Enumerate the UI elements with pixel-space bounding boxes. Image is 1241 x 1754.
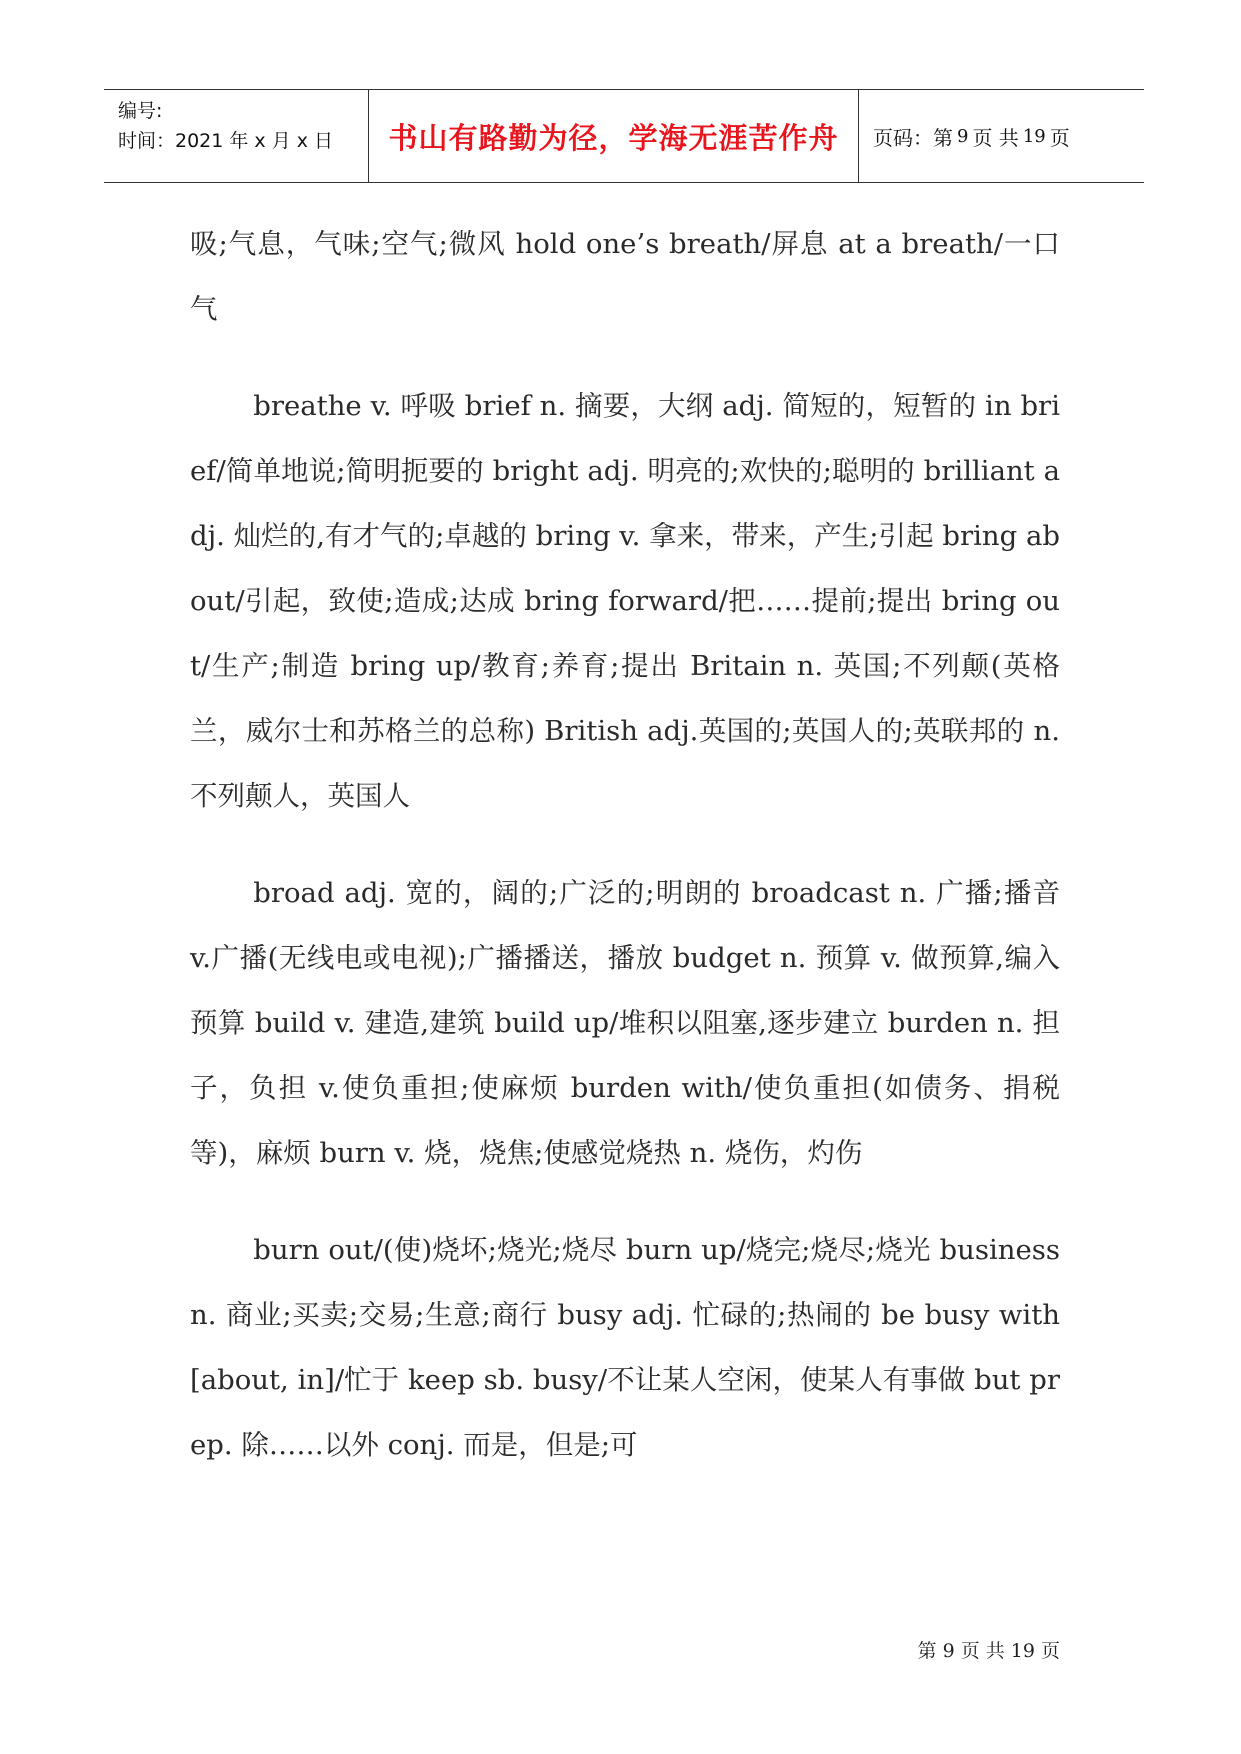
date-label: 时间：2021 年 x 月 x 日 [118,130,334,152]
page-prefix: 页码：第 [873,125,953,150]
header-meta-cell [104,90,369,182]
paragraph: 吸;气息，气味;空气;微风 hold one’s breath/屏息 at a breath/一口气 [190,228,1060,325]
page-current: 9 [957,125,969,147]
paragraph: burn out/(使)烧坏;烧光;烧尽 burn up/烧完;烧尽;烧光 business n. 商业;买卖;交易;生意;商行 busy adj. 忙碌的;热闹的 be busy with [about, in]/忙于 keep sb. busy/不让某人空闲，使某人有事做 but prep. 除……以外 conj. 而是，但是;可 [190,1234,1060,1461]
page-middle: 页 共 [972,125,1019,150]
header-page-number [859,90,1144,182]
serial-number-label: 编号: [118,100,163,122]
page-total: 19 [1022,125,1046,147]
paragraph: broad adj. 宽的，阔的;广泛的;明朗的 broadcast n. 广播;播音 v.广播(无线电或电视);广播播送，播放 budget n. 预算 v. 做预算,编入预算 build v. 建造,建筑 build up/堆积以阻塞,逐步建立 burden n. 担子，负担 v.使负重担;使麻烦 burden with/使负重担(如债务、捐税等)，麻烦 burn v. 烧，烧焦;使感觉烧热 n. 烧伤，灼伤 [190,877,1060,1169]
page-suffix: 页 [1049,125,1070,150]
header-motto: 书山有路勤为径，学海无涯苦作舟 [369,90,859,182]
document-body [190,212,1060,1510]
page-header [104,89,1144,183]
page-footer: 第 9 页 共 19 页 [917,1640,1060,1662]
paragraph: breathe v. 呼吸 brief n. 摘要，大纲 adj. 简短的，短暂的 in brief/简单地说;简明扼要的 bright adj. 明亮的;欢快的;聪明的 brilliant adj. 灿烂的,有才气的;卓越的 bring v. 拿来，带来，产生;引起 bring about/引起，致使;造成;达成 bring forward/把……提前;提出 bring out/生产;制造 bring up/教育;养育;提出 Britain n. 英国;不列颠(英格兰，威尔士和苏格兰的总称) British adj.英国的;英国人的;英联邦的 n. 不列颠人，英国人 [190,390,1060,812]
